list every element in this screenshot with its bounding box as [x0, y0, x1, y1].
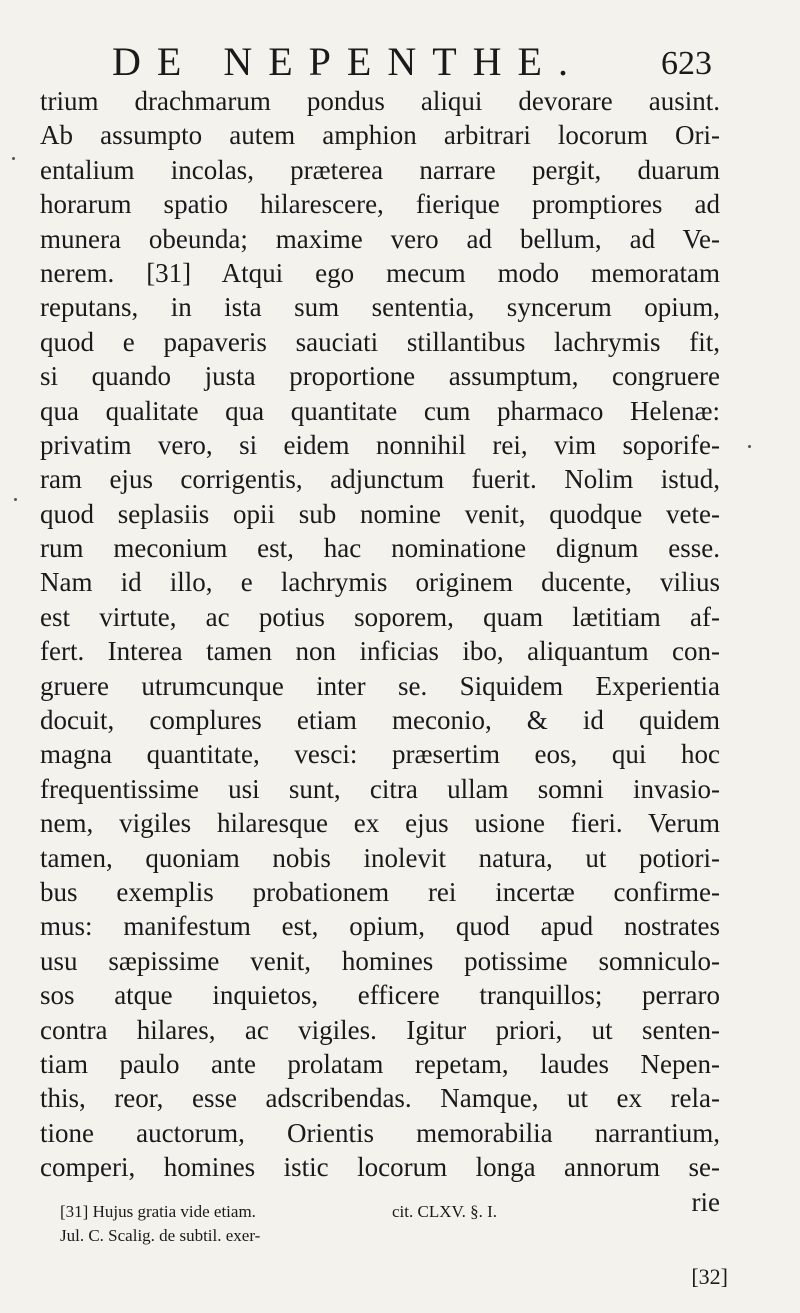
text-line: si quando justa proportione assumptum, congruere: [40, 361, 720, 392]
text-line: nerem. [31] Atqui ego mecum modo memoratam: [40, 257, 720, 288]
text-line: ram ejus corrigentis, adjunctum fuerit. Nolim istud,: [40, 464, 720, 495]
footnote: [60, 1200, 440, 1248]
text-line: frequentissime usi sunt, citra ullam somni invasio-: [40, 773, 720, 804]
footnote-continuation: cit. CLXV. §. I.: [392, 1202, 497, 1221]
text-line: mus: manifestum est, opium, quod apud nostrates: [40, 911, 720, 942]
footnote-line: Jul. C. Scalig. de subtil. exer-: [60, 1226, 261, 1245]
running-title: DE NEPENTHE.: [112, 39, 584, 84]
text-line: bus exemplis probationem rei incertæ confirme-: [40, 876, 720, 907]
signature-mark: [32]: [691, 1264, 728, 1289]
text-line: trium drachmarum pondus aliqui devorare ausint.: [40, 86, 720, 116]
text-line: usu sæpissime venit, homines potissime somniculo-: [40, 945, 720, 976]
text-line: quod seplasiis opii sub nomine venit, quodque vete-: [40, 498, 720, 529]
body-text: [40, 84, 720, 1219]
text-line: Ab assumpto autem amphion arbitrari locorum Ori-: [40, 120, 720, 151]
text-line: contra hilares, ac vigiles. Igitur priori, ut senten-: [40, 1014, 720, 1045]
text-line: fert. Interea tamen non inficias ibo, aliquantum con-: [40, 636, 720, 667]
page-number: 623: [661, 45, 712, 82]
text-line: tamen, quoniam nobis inolevit natura, ut potiori-: [40, 842, 720, 873]
footnote-line: [31] Hujus gratia vide etiam.: [60, 1202, 256, 1221]
text-line: docuit, complures etiam meconio, & id quidem: [40, 705, 720, 736]
text-line: entalium incolas, præterea narrare pergit, duarum: [40, 154, 720, 185]
text-line: privatim vero, si eidem nonnihil rei, vim soporife-: [40, 429, 720, 460]
print-speck: [14, 498, 17, 501]
text-line: tione auctorum, Orientis memorabilia narrantium,: [40, 1117, 720, 1148]
catchword: rie: [691, 1186, 720, 1217]
text-line: sos atque inquietos, efficere tranquillos; perraro: [40, 980, 720, 1011]
text-line: Nam id illo, e lachrymis originem ducente, vilius: [40, 567, 720, 598]
print-speck: [12, 157, 15, 160]
text-line: gruere utrumcunque inter se. Siquidem Experientia: [40, 670, 720, 701]
text-line: qua qualitate qua quantitate cum pharmaco Helenæ:: [40, 395, 720, 426]
text-line: magna quantitate, vesci: præsertim eos, qui hoc: [40, 739, 720, 770]
text-line: horarum spatio hilarescere, fierique promptiores ad: [40, 189, 720, 220]
text-line: nem, vigiles hilaresque ex ejus usione fieri. Verum: [40, 808, 720, 839]
text-line: rum meconium est, hac nominatione dignum esse.: [40, 533, 720, 564]
text-line: this, reor, esse adscribendas. Namque, ut ex rela-: [40, 1083, 720, 1114]
text-line: comperi, homines istic locorum longa annorum se-: [40, 1152, 720, 1183]
text-line: quod e papaveris sauciati stillantibus lachrymis fit,: [40, 326, 720, 357]
text-line: reputans, in ista sum sententia, syncerum opium,: [40, 292, 720, 323]
print-speck: [748, 445, 751, 448]
text-line: munera obeunda; maxime vero ad bellum, ad Ve-: [40, 223, 720, 254]
text-line: tiam paulo ante prolatam repetam, laudes Nepen-: [40, 1048, 720, 1079]
text-line: est virtute, ac potius soporem, quam lætitiam af-: [40, 601, 720, 632]
page-header: [112, 34, 712, 90]
